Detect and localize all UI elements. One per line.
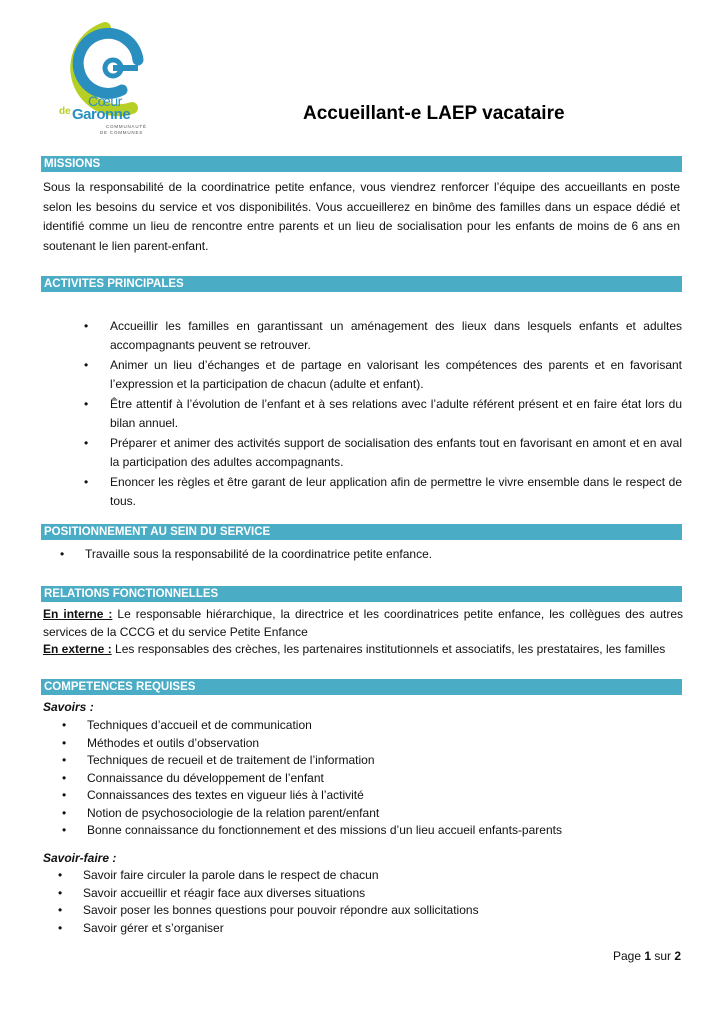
- bullet-icon: •: [58, 920, 63, 935]
- list-item: • Savoir poser les bonnes questions pour pouvoir répondre aux sollicitations: [58, 902, 688, 920]
- bullet-icon: •: [84, 358, 89, 372]
- section-heading-positionnement: POSITIONNEMENT AU SEIN DU SERVICE: [41, 524, 682, 540]
- list-item: • Connaissance du développement de l’enfant: [62, 770, 692, 788]
- list-item: • Être attentif à l’évolution de l’enfant et à ses relations avec l’adulte référent présent et en faire état lors du bilan annuel.: [84, 397, 682, 430]
- bullet-icon: •: [84, 319, 89, 333]
- logo-subtitle-2: DE COMMUNES: [100, 130, 144, 135]
- bullet-icon: •: [62, 753, 67, 767]
- relations-interne-label: En interne :: [43, 607, 113, 621]
- list-item: • Notion de psychosociologie de la relation parent/enfant: [62, 805, 692, 823]
- bullet-icon: •: [62, 788, 67, 802]
- logo-subtitle-1: COMMUNAUTÉ: [106, 124, 147, 129]
- list-item: • Travaille sous la responsabilité de la coordinatrice petite enfance.: [60, 546, 690, 564]
- bullet-icon: •: [62, 770, 67, 785]
- missions-text: Sous la responsabilité de la coordinatrice petite enfance, vous viendrez renforcer l’équipe des accueillants en poste selon les besoins du service et vos disponibilités. Vous accueillerez en binôme des familles dans un espace dédié et identifié comme un lieu de rencontre entre parents et un lieu de socialisation pour les enfants de moins de 6 ans en soutenant le lien parent-enfant.: [43, 180, 680, 253]
- list-item: • Animer un lieu d’échanges et de partage en valorisant les compétences des parents et en favorisant l’expression et la participation de chacun (adulte et enfant).: [84, 358, 682, 391]
- list-item: • Méthodes et outils d’observation: [62, 735, 692, 753]
- activites-list: [84, 317, 682, 512]
- list-item: • Savoir faire circuler la parole dans le respect de chacun: [58, 867, 688, 885]
- savoir-faire-heading: Savoir-faire :: [43, 851, 117, 865]
- section-heading-missions: MISSIONS: [41, 156, 682, 172]
- bullet-icon: •: [62, 823, 67, 837]
- list-item: • Accueillir les familles en garantissant un aménagement des lieux dans lesquels enfants et adultes accompagnants peuvent se retrouver.: [84, 319, 682, 352]
- bullet-icon: •: [58, 885, 63, 900]
- bullet-icon: •: [62, 805, 67, 820]
- list-item: • Connaissances des textes en vigueur liés à l’activité: [62, 787, 692, 805]
- list-item: • Techniques d’accueil et de communication: [62, 717, 692, 735]
- bullet-icon: •: [84, 436, 89, 450]
- bullet-icon: •: [84, 397, 89, 411]
- page-number: Page 1 sur 2: [613, 949, 682, 963]
- bullet-icon: •: [60, 547, 65, 561]
- bullet-icon: •: [58, 868, 63, 882]
- relations-externe-text: Les responsables des crèches, les partenaires institutionnels et associatifs, les prestataires, les familles: [111, 642, 666, 656]
- relations-interne: [43, 606, 683, 641]
- savoir-faire-list: [58, 867, 688, 937]
- list-item: • Savoir gérer et s’organiser: [58, 920, 688, 938]
- section-heading-competences: COMPETENCES REQUISES: [41, 679, 682, 695]
- list-item: • Techniques de recueil et de traitement de l’information: [62, 752, 692, 770]
- positionnement-list: [60, 546, 690, 564]
- savoirs-heading: Savoirs :: [43, 700, 94, 714]
- logo-text-line2: Garonne: [72, 106, 131, 123]
- list-item: • Préparer et animer des activités support de socialisation des enfants tout en favorisant en amont et en aval la participation des adultes accompagnants.: [84, 436, 682, 469]
- logo-text-prefix: de: [59, 106, 71, 117]
- section-heading-activites: ACTIVITES PRINCIPALES: [41, 276, 682, 292]
- relations-externe-label: En externe :: [43, 642, 112, 656]
- logo-text-line1: Cœur: [88, 93, 122, 109]
- bullet-icon: •: [84, 475, 89, 489]
- bullet-icon: •: [58, 903, 63, 917]
- section-heading-relations: RELATIONS FONCTIONNELLES: [41, 586, 682, 602]
- savoirs-list: [62, 717, 692, 840]
- relations-interne-text: Le responsable hiérarchique, la directrice et les coordinatrices petite enfance, les collègues des autres services de la CCCG et du service Petite Enfance: [43, 607, 683, 639]
- list-item: • Enoncer les règles et être garant de leur application afin de permettre le vivre ensemble dans le respect de tous.: [84, 475, 682, 508]
- bullet-icon: •: [62, 718, 67, 732]
- list-item: • Bonne connaissance du fonctionnement et des missions d’un lieu accueil enfants-parents: [62, 822, 692, 840]
- page-title: Accueillant-e LAEP vacataire: [303, 103, 565, 124]
- relations-externe: [43, 641, 683, 659]
- list-item: • Savoir accueillir et réagir face aux diverses situations: [58, 885, 688, 903]
- bullet-icon: •: [62, 735, 67, 750]
